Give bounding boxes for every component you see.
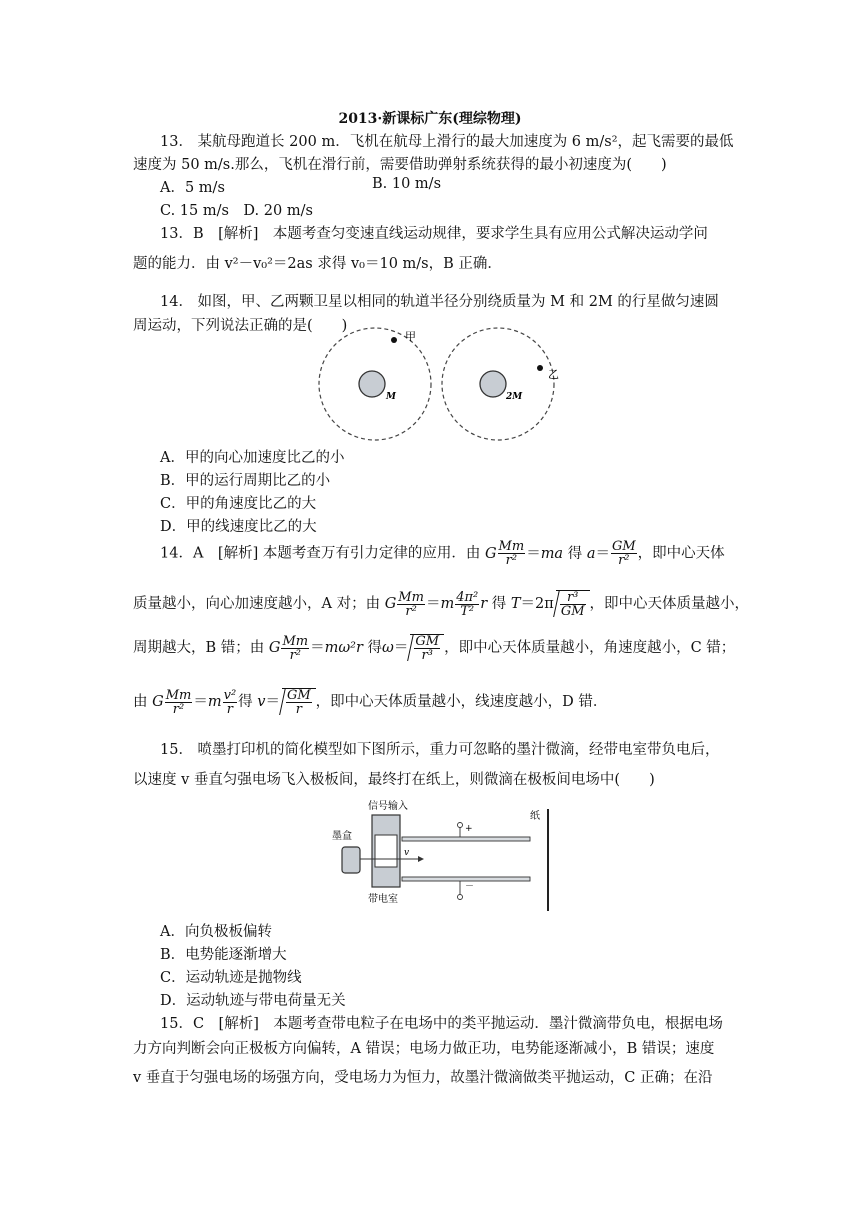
- label-v: v: [404, 848, 410, 858]
- label-yi: 乙: [548, 368, 559, 381]
- inkjet-figure: [330, 797, 560, 915]
- velocity-arrow: [418, 856, 424, 862]
- q13-answer-1: 13．B [解析] 本题考查匀变速直线运动规律，要求学生具有应用公式解决运动学问: [160, 226, 708, 242]
- q14-answer-1: 14．A [解析] 本题考查万有引力定律的应用．由 G $\frac{Mm}{\text{r²}}$ ＝ma 得 a＝ $\frac{GM}{\text{r²}}$ ，即中心天体: [160, 539, 725, 568]
- label-2m: 2M: [506, 392, 523, 402]
- q14-answer-2: 质量越小，向心加速度越小，A 对；由 G $\frac{Mm}{\text{r²}}$ ＝m $\frac{\text{4π²}}{\text{T²}}$ r 得 T＝2π $\frac{\text{r³}}{GM}$ ，即中心天体质量越小，: [133, 589, 750, 619]
- label-minus: －: [465, 882, 475, 892]
- q13-line-2: 速度为 50 m/s.那么，飞机在滑行前，需要借助弹射系统获得的最小初速度为( ): [133, 157, 667, 173]
- q13-option-cd: C. 15 m/s D. 20 m/s: [160, 203, 313, 219]
- satellite-jia: [391, 337, 397, 343]
- q15-option-d: D．运动轨迹与带电荷量无关: [160, 993, 346, 1009]
- label-signal: 信号输入: [368, 801, 408, 812]
- q14-option-c: C．甲的角速度比乙的大: [160, 496, 317, 512]
- q13-line-1: 13． 某航母跑道长 200 m．飞机在航母上滑行的最大加速度为 6 m/s²，起飞需要的最低: [160, 134, 734, 150]
- q14-answer-4: 由 G $\frac{Mm}{\text{r²}}$ ＝m $\frac{\text{v²}}{r}$ 得 v＝ $\frac{GM}{r}$ ，即中心天体质量越小，线速度越小，D 错．: [133, 687, 608, 717]
- label-plus: +: [465, 824, 473, 834]
- positive-plate: [402, 837, 530, 841]
- negative-plate: [402, 877, 530, 881]
- q14-option-d: D．甲的线速度比乙的大: [160, 519, 317, 535]
- q14-answer-3: 周期越大，B 错；由 G $\frac{Mm}{\text{r²}}$ ＝mω²r 得ω＝ $\frac{GM}{\text{r³}}$ ，即中心天体质量越小，角速度越小，C 错；: [133, 633, 736, 663]
- q15-line-1: 15． 喷墨打印机的简化模型如下图所示，重力可忽略的墨汁微滴，经带电室带负电后，: [160, 742, 720, 758]
- label-m: M: [386, 392, 396, 402]
- q13-option-b: B. 10 m/s: [372, 176, 442, 192]
- q15-option-c: C．运动轨迹是抛物线: [160, 970, 302, 986]
- label-chamber: 带电室: [368, 894, 398, 905]
- q14-option-a: A．甲的向心加速度比乙的小: [160, 450, 345, 466]
- satellite-yi: [537, 365, 543, 371]
- orbit-figure: [310, 326, 570, 444]
- formula-acceleration: G $\frac{Mm}{\text{r²}}$ ＝ma 得 a＝ $\frac{GM}{\text{r²}}$: [484, 539, 636, 568]
- planet-2m: [480, 371, 506, 397]
- ink-box: [342, 847, 360, 873]
- q15-answer-1: 15．C [解析] 本题考查带电粒子在电场中的类平抛运动．墨汁微滴带负电，根据电场: [160, 1016, 723, 1032]
- label-ink: 墨盒: [332, 831, 352, 842]
- q14-option-b: B．甲的运行周期比乙的小: [160, 473, 331, 489]
- q15-answer-2: 力方向判断会向正极板方向偏转，A 错误；电场力做正功，电势能逐渐减小，B 错误；速度: [133, 1041, 715, 1057]
- q15-answer-3: v 垂直于匀强电场的场强方向，受电场力为恒力，故墨汁微滴做类平抛运动，C 正确；在沿: [133, 1070, 713, 1086]
- q13-option-a: A．5 m/s: [160, 180, 225, 196]
- q15-option-a: A．向负极板偏转: [160, 924, 272, 940]
- formula-angular: G $\frac{Mm}{\text{r²}}$ ＝mω²r 得ω＝ $\frac{GM}{\text{r³}}$: [269, 640, 444, 656]
- q14-line-1: 14． 如图，甲、乙两颗卫星以相同的轨道半径分别绕质量为 M 和 2M 的行星做匀速圆: [160, 294, 719, 310]
- label-jia: 甲: [405, 330, 416, 343]
- q15-line-2: 以速度 v 垂直匀强电场飞入极板间，最终打在纸上，则微滴在极板间电场中( ): [133, 772, 655, 788]
- label-paper: 纸: [530, 811, 540, 822]
- formula-period: G $\frac{Mm}{\text{r²}}$ ＝m $\frac{\text{4π²}}{\text{T²}}$ r 得 T＝2π $\frac{\text{r³}}{GM}$: [385, 596, 590, 612]
- page-title: 2013·新课标广东(理综物理): [338, 111, 522, 127]
- formula-linear: G $\frac{Mm}{\text{r²}}$ ＝m $\frac{\text{v²}}{r}$ 得 v＝ $\frac{GM}{r}$: [152, 694, 316, 710]
- q13-answer-2: 题的能力．由 v²－v₀²＝2as 求得 v₀＝10 m/s，B 正确．: [133, 256, 502, 272]
- q14-line-2: 周运动，下列说法正确的是( ): [133, 318, 348, 334]
- q15-option-b: B．电势能逐渐增大: [160, 947, 287, 963]
- planet-m: [359, 371, 385, 397]
